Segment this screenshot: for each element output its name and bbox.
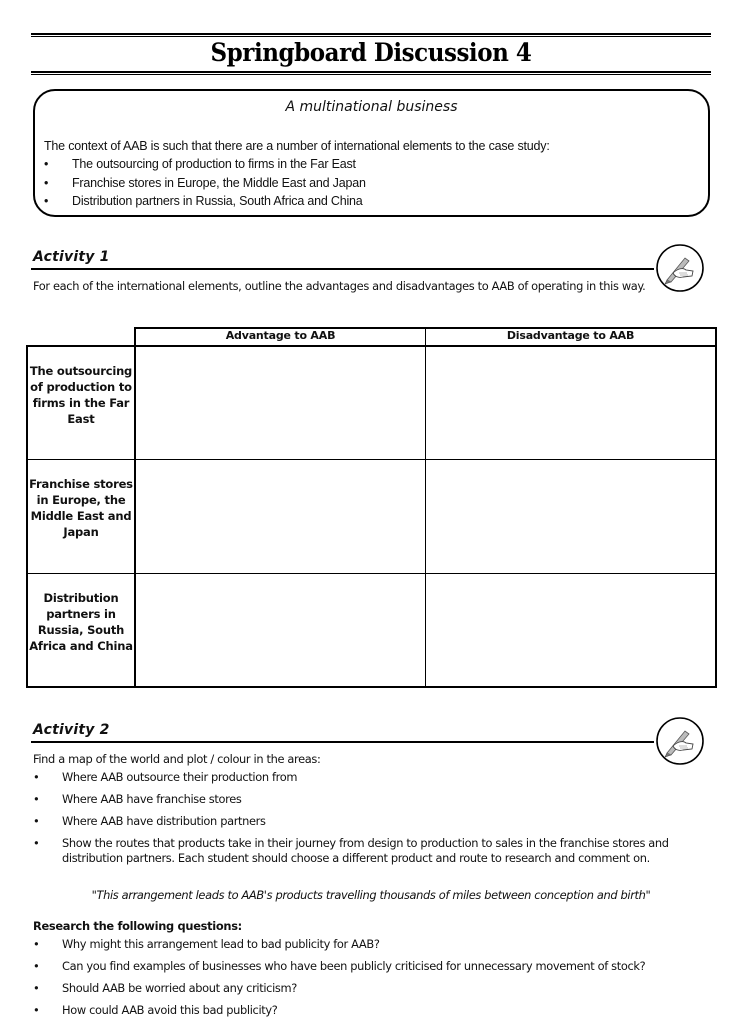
- activity1-instructions: For each of the international elements, outline the advantages and disadvantages to AAB of operating in this way.: [33, 279, 646, 293]
- title-top-rule: [31, 33, 711, 37]
- context-item: [44, 194, 366, 213]
- table-row-label: Distribution partners in Russia, South Africa and China: [29, 591, 133, 653]
- disadvantage-cell[interactable]: [426, 460, 715, 573]
- context-heading: A multinational business: [285, 99, 458, 115]
- research-question: [33, 959, 723, 974]
- table-header-advantage: Advantage to AAB: [225, 329, 336, 342]
- activity2-item: [33, 770, 713, 785]
- bullet-icon: •: [33, 770, 40, 784]
- activity1-title: Activity 1: [33, 249, 110, 265]
- writing-hand-icon: [655, 716, 705, 766]
- context-item: [44, 157, 366, 176]
- research-question-text: Why might this arrangement lead to bad publicity for AAB?: [62, 937, 380, 951]
- table-bottom-border: [26, 686, 717, 688]
- quote: "This arrangement leads to AAB's products travelling thousands of miles between conception and birth": [91, 888, 651, 902]
- activity2-list: [33, 770, 713, 873]
- context-item-text: The outsourcing of production to firms in the Far East: [72, 157, 356, 171]
- context-item: [44, 176, 366, 195]
- advantage-cell[interactable]: [136, 460, 425, 573]
- activity2-item-text: Where AAB have distribution partners: [62, 814, 266, 828]
- bullet-icon: •: [33, 937, 40, 951]
- bullet-icon: •: [33, 792, 40, 806]
- context-item-text: Franchise stores in Europe, the Middle East and Japan: [72, 175, 366, 190]
- activity2-rule: [31, 741, 654, 743]
- research-question-text: How could AAB avoid this bad publicity?: [62, 1003, 278, 1017]
- research-question: [33, 937, 723, 952]
- activity2-item: [33, 814, 713, 829]
- table-row-label: The outsourcing of production to firms in the Far East: [29, 364, 133, 426]
- context-list: [44, 157, 366, 213]
- activity2-title: Activity 2: [33, 722, 110, 738]
- page-title: Springboard Discussion 4: [210, 38, 532, 67]
- bullet-icon: •: [33, 1003, 40, 1017]
- activity2-item-text: Show the routes that products take in their journey from design to production to sales in the franchise stores and distribution partners. Each student should choose a different product and route to research and comment on.: [62, 836, 669, 865]
- bullet-icon: •: [44, 194, 49, 208]
- research-question-text: Should AAB be worried about any criticism?: [62, 981, 297, 995]
- table-header-disadvantage: Disadvantage to AAB: [506, 329, 635, 342]
- advantage-cell[interactable]: [136, 574, 425, 686]
- bullet-icon: •: [44, 175, 49, 190]
- bullet-icon: •: [44, 157, 49, 171]
- activity2-instructions: Find a map of the world and plot / colour in the areas:: [33, 752, 321, 766]
- activity2-item: [33, 836, 713, 866]
- research-question: [33, 1003, 723, 1018]
- bullet-icon: •: [33, 959, 40, 973]
- research-questions-list: [33, 937, 723, 1025]
- disadvantage-cell[interactable]: [426, 347, 715, 459]
- bullet-icon: •: [33, 836, 40, 850]
- writing-hand-icon: [655, 243, 705, 293]
- context-item-text: Distribution partners in Russia, South Africa and China: [72, 194, 363, 208]
- research-question: [33, 981, 723, 996]
- activity2-item-text: Where AAB outsource their production from: [62, 770, 298, 784]
- context-box: [33, 89, 710, 217]
- research-question-text: Can you find examples of businesses who have been publicly criticised for unnecessary movement of stock?: [62, 959, 646, 973]
- title-bottom-rule: [31, 71, 711, 75]
- context-intro: The context of AAB is such that there are a number of international elements to the case study:: [44, 139, 550, 153]
- advantage-cell[interactable]: [136, 347, 425, 459]
- activity2-item-text: Where AAB have franchise stores: [62, 792, 242, 806]
- table-right-border: [715, 327, 717, 688]
- table-row-label: Franchise stores in Europe, the Middle East and Japan: [29, 477, 133, 539]
- activity2-item: [33, 792, 713, 807]
- disadvantage-cell[interactable]: [426, 574, 715, 686]
- research-heading: Research the following questions:: [33, 919, 242, 933]
- activity1-rule: [31, 268, 654, 270]
- bullet-icon: •: [33, 981, 40, 995]
- bullet-icon: •: [33, 814, 40, 828]
